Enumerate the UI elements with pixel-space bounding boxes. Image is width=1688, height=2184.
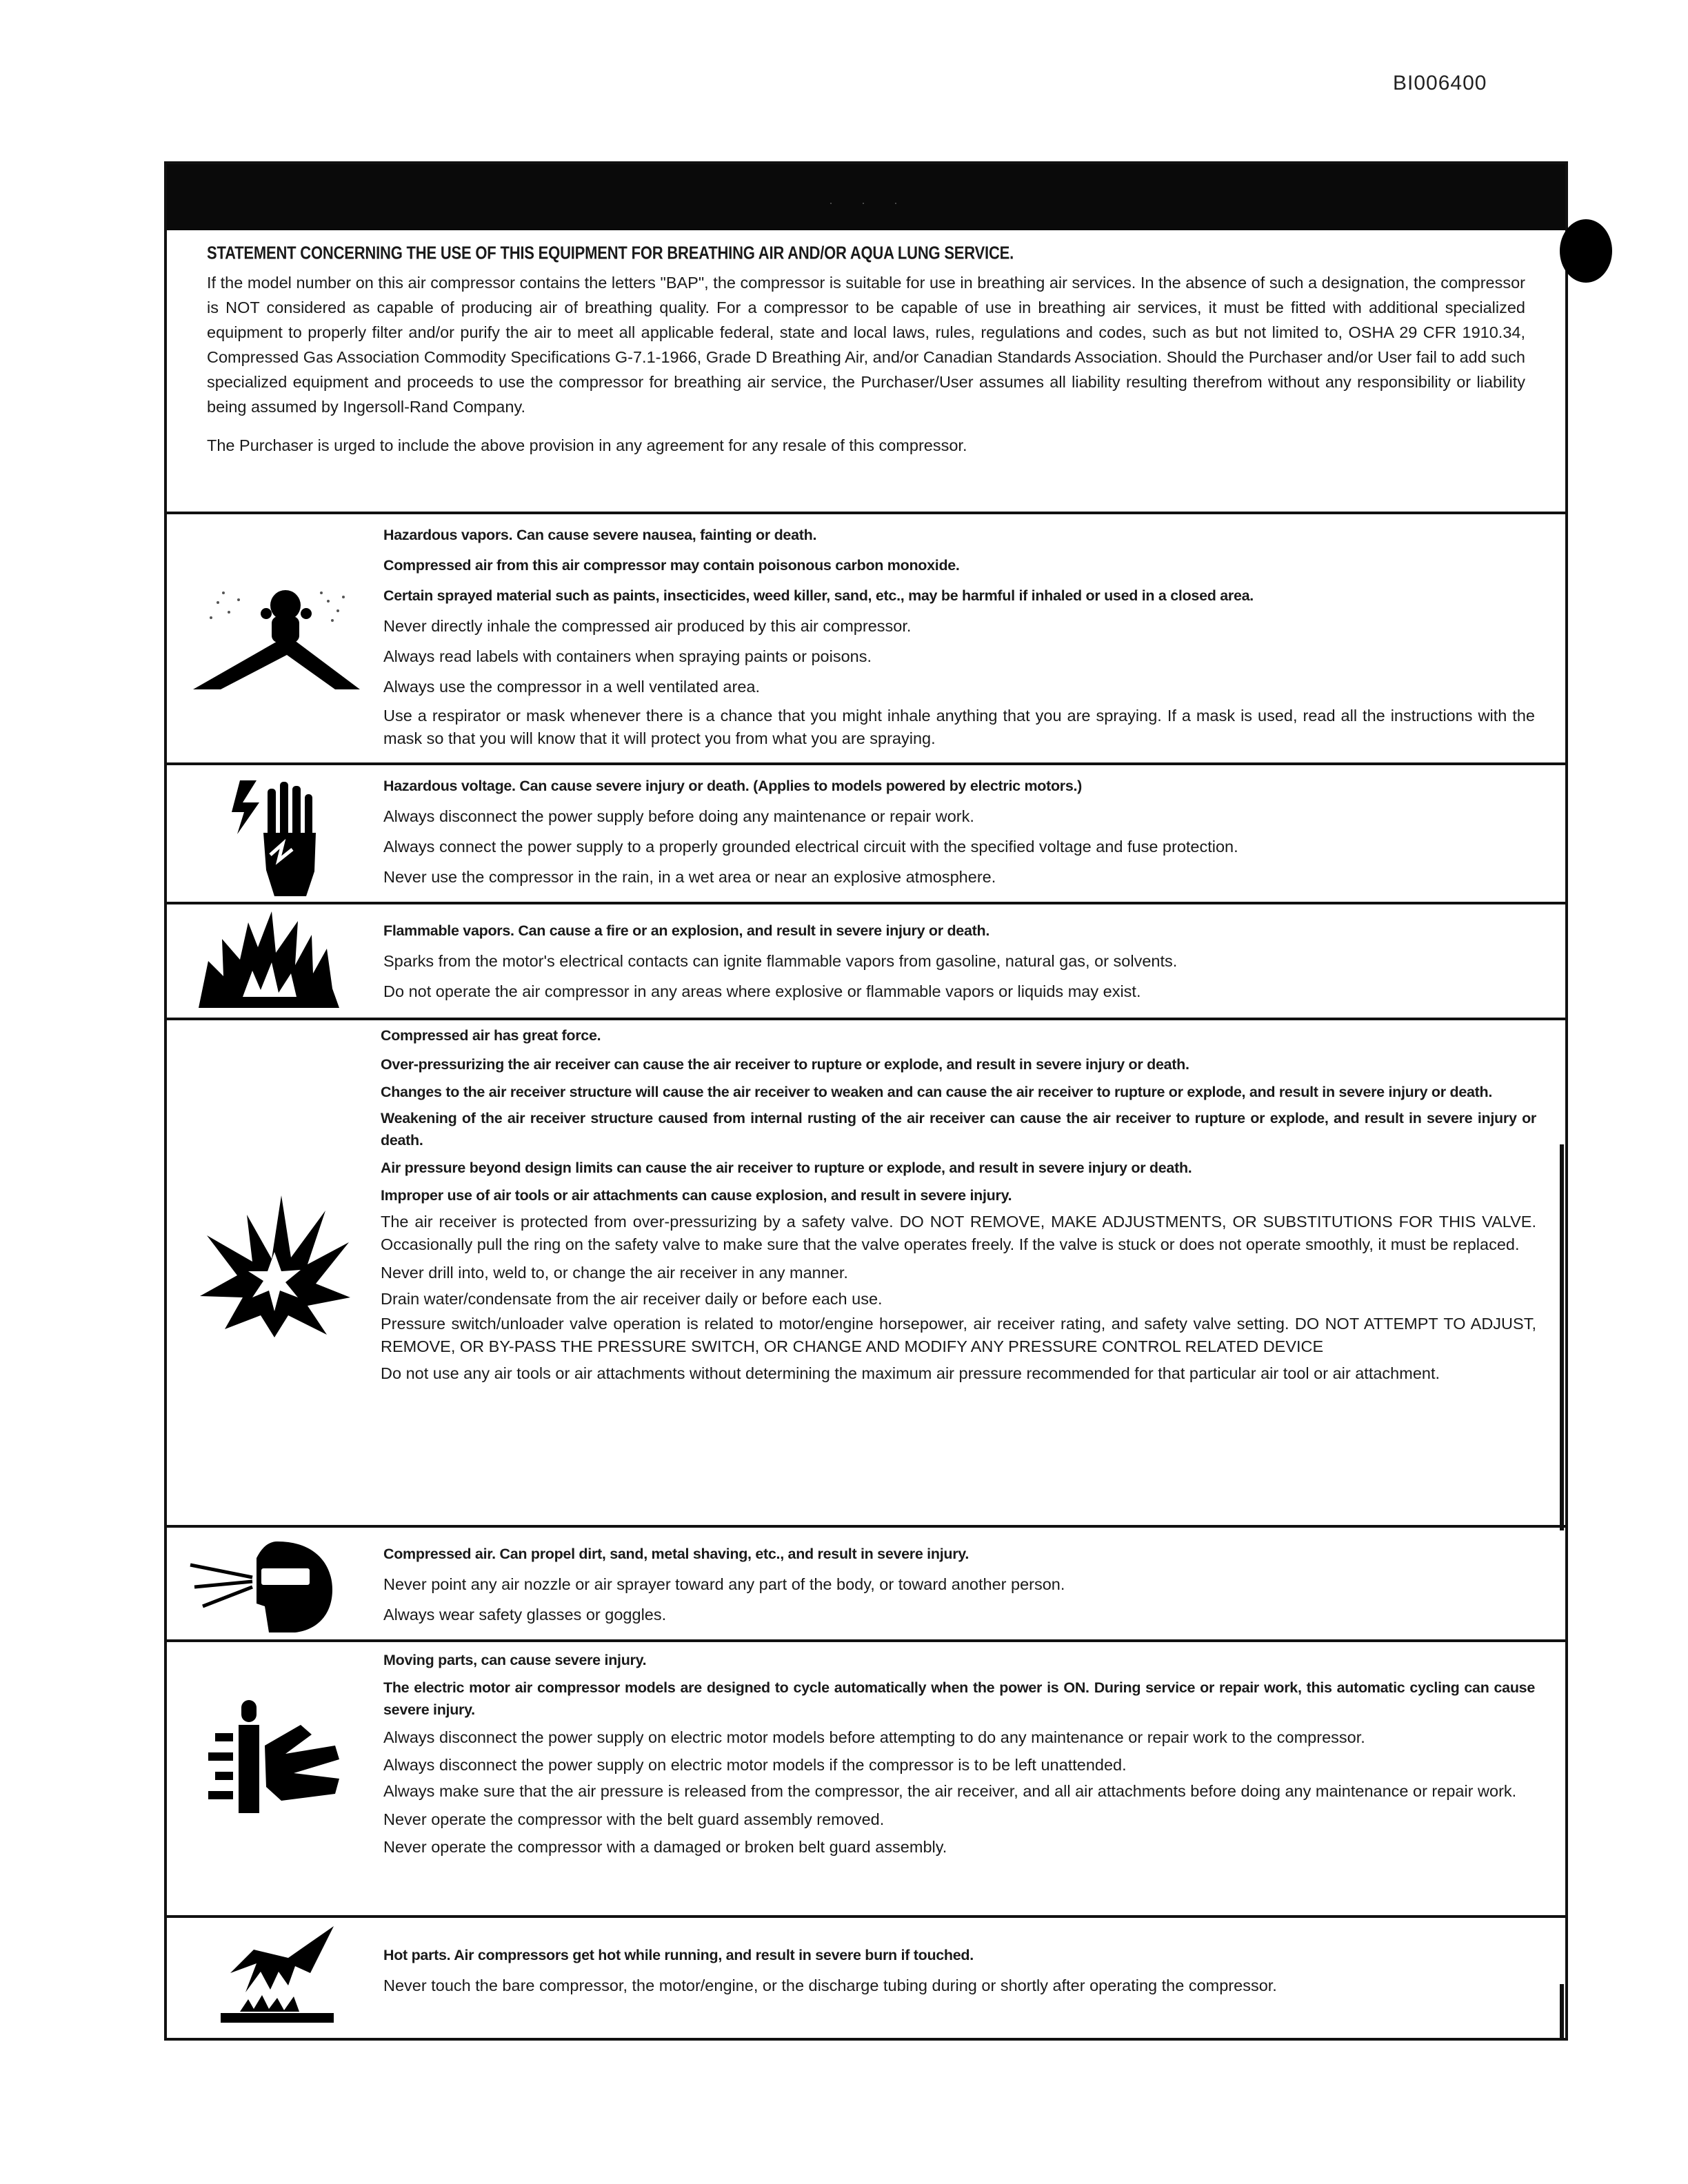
statement-title: STATEMENT CONCERNING THE USE OF THIS EQUIPMENT FOR BREATHING AIR AND/OR AQUA LUNG SERVICE. — [207, 243, 1014, 263]
warning-instruction: Drain water/condensate from the air receiver daily or before each use. — [381, 1290, 883, 1308]
scan-margin-bar — [1560, 1984, 1564, 2039]
warning-instruction: Never touch the bare compressor, the motor/engine, or the discharge tubing during or shortly after operating the compressor. — [383, 1976, 1277, 1994]
eye-protection-icon — [188, 1537, 339, 1634]
warning-subheading: Weakening of the air receiver structure caused from internal rusting of the air receiver can cause the air receiver to rupture or explode, and result in severe injury or death. — [381, 1110, 1536, 1149]
header-bar: · · · — [167, 164, 1565, 230]
section-moving-parts — [383, 1648, 1535, 1859]
explosion-icon — [197, 1194, 353, 1339]
electric-shock-hand-icon — [229, 775, 332, 899]
warning-instruction: Never directly inhale the compressed air produced by this air compressor. — [383, 617, 912, 635]
warning-subheading: Certain sprayed material such as paints, insecticides, weed killer, sand, etc., may be harmful if inhaled or used in a closed area. — [383, 587, 1254, 604]
warning-instruction: Never point any air nozzle or air sprayer toward any part of the body, or toward another person. — [383, 1575, 1065, 1593]
section-hazardous-voltage — [383, 774, 1535, 889]
scan-margin-bar — [1560, 1144, 1564, 1530]
warning-instruction: Always make sure that the air pressure is released from the compressor, the air receiver, and all air attachments before doing any maintenance or repair work. — [383, 1782, 1517, 1800]
section-divider — [164, 1915, 1568, 1918]
warning-instruction: The air receiver is protected from over-pressurizing by a safety valve. DO NOT REMOVE, MAKE ADJUSTMENTS, OR SUBSTITUTIONS FOR THIS VALVE. Occasionally pull the ring on the safety valve to make sure that the valve operates freely. If the valve is stuck or does not operate smoothly, it must be replaced. — [381, 1213, 1536, 1253]
respirator-hazard-icon — [190, 572, 363, 696]
warning-subheading: Over-pressurizing the air receiver can cause the air receiver to rupture or explode, and result in severe injury or death. — [381, 1056, 1189, 1073]
warning-instruction: Always disconnect the power supply before doing any maintenance or repair work. — [383, 807, 974, 825]
warning-instruction: Never operate the compressor with a damaged or broken belt guard assembly. — [383, 1838, 947, 1856]
warning-heading: Flammable vapors. Can cause a fire or an explosion, and result in severe injury or death. — [383, 922, 989, 939]
warning-heading: Hazardous vapors. Can cause severe nausea, fainting or death. — [383, 527, 817, 543]
warning-subheading: The electric motor air compressor models are designed to cycle automatically when the power is ON. During service or repair work, this automatic cycling can cause severe injury. — [383, 1679, 1535, 1718]
warning-instruction: Use a respirator or mask whenever there is a chance that you might inhale anything that you are spraying. If a mask is used, read all the instructions with the mask so that you will know that it will protect you from what you are spraying. — [383, 707, 1535, 747]
hot-surface-hand-icon — [212, 1923, 341, 2027]
warning-instruction: Do not use any air tools or air attachments without determining the maximum air pressure recommended for that particular air tool or air attachment. — [381, 1364, 1440, 1382]
warning-instruction: Never operate the compressor with the belt guard assembly removed. — [383, 1810, 885, 1828]
section-compressed-air-force — [381, 1023, 1536, 1385]
warning-subheading: Changes to the air receiver structure will cause the air receiver to weaken and can cause the air receiver to rupture or explode, and result in severe injury or death. — [381, 1084, 1492, 1100]
warning-heading: Compressed air. Can propel dirt, sand, metal shaving, etc., and result in severe injury. — [383, 1546, 969, 1562]
section-divider — [164, 1639, 1568, 1642]
page-marker-dot — [1560, 219, 1612, 283]
section-flammable-vapors — [383, 918, 1535, 1004]
section-compressed-air-debris — [383, 1541, 1535, 1627]
warning-subheading: Improper use of air tools or air attachments can cause explosion, and result in severe injury. — [381, 1187, 1012, 1204]
warning-instruction: Always use the compressor in a well ventilated area. — [383, 678, 760, 696]
section-divider — [164, 512, 1568, 514]
statement-paragraph: If the model number on this air compressor contains the letters "BAP", the compressor is suitable for use in breathing air services. In the absence of such a designation, the compressor is NOT considered as capable of producing air of breathing quality. For a compressor to be capable of use in breathing air services, it must be fitted with additional specialized equipment to properly filter and/or purify the air to meet all applicable federal, state and local laws, rules, regulations and codes, such as but not limited to, OSHA 29 CFR 1910.34, Compressed Gas Association Commodity Specifications G-7.1-1966, Grade D Breathing Air, and/or Canadian Standards Association. Should the Purchaser and/or User fail to add such specialized equipment and proceeds to use the compressor for breathing air service, the Purchaser/User assumes all liability resulting therefrom without any responsibility or liability being assumed by Ingersoll-Rand Company. — [207, 274, 1525, 416]
warning-heading: Hot parts. Air compressors get hot while running, and result in severe burn if touched. — [383, 1947, 974, 1963]
statement-resale-note: The Purchaser is urged to include the above provision in any agreement for any resale of this compressor. — [207, 436, 967, 454]
warning-instruction: Never use the compressor in the rain, in a wet area or near an explosive atmosphere. — [383, 868, 996, 886]
warning-instruction: Always connect the power supply to a properly grounded electrical circuit with the specified voltage and fuse protection. — [383, 838, 1238, 856]
breathing-air-statement — [207, 243, 1525, 458]
section-divider — [164, 1018, 1568, 1020]
warning-subheading: Air pressure beyond design limits can cause the air receiver to rupture or explode, and result in severe injury or death. — [381, 1160, 1192, 1176]
section-divider — [164, 762, 1568, 765]
warning-instruction: Sparks from the motor's electrical contacts can ignite flammable vapors from gasoline, natural gas, or solvents. — [383, 952, 1178, 970]
warning-instruction: Always disconnect the power supply on electric motor models if the compressor is to be left unattended. — [383, 1756, 1127, 1774]
warning-instruction: Always wear safety glasses or goggles. — [383, 1606, 667, 1624]
flame-icon — [194, 907, 343, 1011]
section-hot-parts — [383, 1943, 1535, 1998]
warning-instruction: Never drill into, weld to, or change the air receiver in any manner. — [381, 1264, 848, 1282]
warning-heading: Moving parts, can cause severe injury. — [383, 1652, 647, 1668]
section-hazardous-vapors — [383, 523, 1535, 750]
warning-instruction: Do not operate the air compressor in any areas where explosive or flammable vapors or liquids may exist. — [383, 982, 1141, 1000]
section-divider — [164, 1525, 1568, 1528]
warning-subheading: Compressed air from this air compressor may contain poisonous carbon monoxide. — [383, 557, 960, 574]
warning-instruction: Always disconnect the power supply on electric motor models before attempting to do any maintenance or repair work to the compressor. — [383, 1728, 1365, 1746]
moving-parts-hand-icon — [204, 1697, 342, 1814]
warning-instruction: Pressure switch/unloader valve operation is related to motor/engine horsepower, air receiver rating, and safety valve setting. DO NOT ATTEMPT TO ADJUST, REMOVE, OR BY-PASS THE PRESSURE SWITCH, OR CHANGE AND MODIFY ANY PRESSURE CONTROL RELATED DEVICE — [381, 1315, 1536, 1355]
warning-heading: Hazardous voltage. Can cause severe injury or death. (Applies to models powered by electric motors.) — [383, 778, 1083, 794]
warning-heading: Compressed air has great force. — [381, 1027, 601, 1044]
warning-instruction: Always read labels with containers when spraying paints or poisons. — [383, 647, 872, 665]
section-divider — [164, 902, 1568, 904]
document-id: BI006400 — [1393, 72, 1487, 94]
